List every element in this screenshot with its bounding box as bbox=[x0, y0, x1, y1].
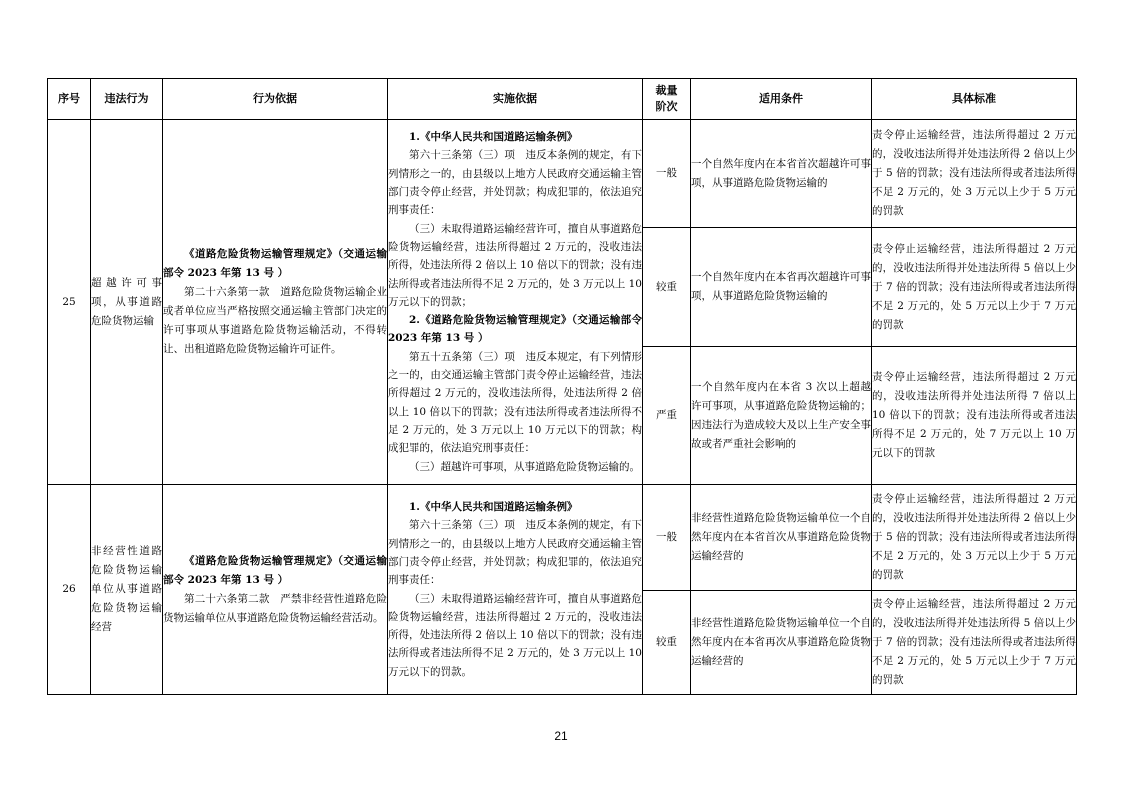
basis-title: 《道路危险货物运输管理规定》（交通运输部令 2023 年第 13 号 ） bbox=[163, 248, 387, 279]
impl-paragraph: 第六十三条第（三）项 违反本条例的规定，有下列情形之一的，由县级以上地方人民政府交通运输主管部门责令停止经营，并处罚款；构成犯罪的，依法追究刑事责任： bbox=[388, 149, 642, 217]
serial-number: 26 bbox=[48, 485, 91, 695]
violation-behavior: 超越许可事项，从事道路危险货物运输 bbox=[91, 120, 163, 485]
impl-title: 1.《中华人民共和国道路运输条例》 bbox=[409, 131, 578, 144]
table-row bbox=[48, 120, 1077, 228]
basis-text: 第二十六条第二款 严禁非经营性道路危险货物运输单位从事道路危险货物运输经营活动。 bbox=[163, 592, 387, 624]
impl-paragraph: （三）未取得道路运输经营许可，擅自从事道路危险货物运输经营，违法所得超过 2 万元的，没收违法所得，处违法所得 2 倍以上 10 倍以下的罚款；没有违法所得或者违法所得不足 2 万元的，处 3 万元以上 10 万元以下的罚款。 bbox=[388, 592, 642, 678]
specific-standard: 责令停止运输经营，违法所得超过 2 万元的，没收违法所得并处违法所得 5 倍以上少于 7 倍的罚款；没有违法所得或者违法所得不足 2 万元的，处 5 万元以上少于 7 万元的罚款 bbox=[872, 591, 1077, 695]
header-applicable-condition: 适用条件 bbox=[691, 79, 872, 120]
header-behavior-basis: 行为依据 bbox=[163, 79, 388, 120]
implementation-basis bbox=[388, 120, 643, 485]
violation-behavior: 非经营性道路危险货物运输单位从事道路危险货物运输经营 bbox=[91, 485, 163, 695]
page-number: 21 bbox=[554, 729, 568, 743]
impl-paragraph: （三）未取得道路运输经营许可，擅自从事道路危险货物运输经营，违法所得超过 2 万元的，没收违法所得，处违法所得 2 倍以上 10 倍以下的罚款；没有违法所得或者违法所得不足 2 万元的，处 3 万元以上 10 万元以下的罚款； bbox=[388, 222, 642, 308]
impl-title: 2.《道路危险货物运输管理规定》（交通运输部令 2023 年第 13 号 ） bbox=[388, 314, 642, 345]
discretion-level: 一般 bbox=[643, 120, 691, 228]
header-row bbox=[48, 79, 1077, 120]
behavior-basis bbox=[163, 485, 388, 695]
impl-title: 1.《中华人民共和国道路运输条例》 bbox=[409, 501, 578, 514]
applicable-condition: 一个自然年度内在本省首次超越许可事项，从事道路危险货物运输的 bbox=[691, 120, 872, 228]
specific-standard: 责令停止运输经营，违法所得超过 2 万元的，没收违法所得并处违法所得 2 倍以上少于 5 倍的罚款；没有违法所得或者违法所得不足 2 万元的，处 3 万元以上少于 5 万元的罚款 bbox=[872, 120, 1077, 228]
header-specific-standard: 具体标准 bbox=[872, 79, 1077, 120]
impl-paragraph: （三）超越许可事项，从事道路危险货物运输的。 bbox=[409, 460, 640, 473]
header-serial: 序号 bbox=[48, 79, 91, 120]
discretion-level: 较重 bbox=[643, 591, 691, 695]
table-row bbox=[48, 485, 1077, 591]
basis-text: 第二十六条第一款 道路危险货物运输企业或者单位应当严格按照交通运输主管部门决定的许可事项从事道路危险货物运输活动，不得转让、出租道路危险货物运输许可证件。 bbox=[163, 286, 387, 355]
applicable-condition: 一个自然年度内在本省再次超越许可事项，从事道路危险货物运输的 bbox=[691, 228, 872, 347]
behavior-basis bbox=[163, 120, 388, 485]
impl-paragraph: 第六十三条第（三）项 违反本条例的规定，有下列情形之一的，由县级以上地方人民政府交通运输主管部门责令停止经营，并处罚款；构成犯罪的，依法追究刑事责任： bbox=[388, 519, 642, 587]
impl-paragraph: 第五十五条第（三）项 违反本规定，有下列情形之一的，由交通运输主管部门责令停止运输经营，违法所得超过 2 万元的，没收违法所得，处违法所得 2 倍以上 10 倍以下的罚款；没有违法所得或者违法所得不足 2 万元的，处 3 万元以上 10 万元以下的罚款；构成犯罪的，依法追究刑事责任： bbox=[388, 350, 642, 455]
header-violation: 违法行为 bbox=[91, 79, 163, 120]
header-discretion-level: 裁量 阶次 bbox=[643, 79, 691, 120]
basis-title: 《道路危险货物运输管理规定》（交通运输部令 2023 年第 13 号 ） bbox=[163, 554, 387, 586]
serial-number: 25 bbox=[48, 120, 91, 485]
header-implementation-basis: 实施依据 bbox=[388, 79, 643, 120]
discretion-level: 一般 bbox=[643, 485, 691, 591]
specific-standard: 责令停止运输经营，违法所得超过 2 万元的，没收违法所得并处违法所得 5 倍以上少于 7 倍的罚款；没有违法所得或者违法所得不足 2 万元的，处 5 万元以上少于 7 万元的罚款 bbox=[872, 228, 1077, 347]
applicable-condition: 非经营性道路危险货物运输单位一个自然年度内在本省再次从事道路危险货物运输经营的 bbox=[691, 591, 872, 695]
applicable-condition: 非经营性道路危险货物运输单位一个自然年度内在本省首次从事道路危险货物运输经营的 bbox=[691, 485, 872, 591]
specific-standard: 责令停止运输经营，违法所得超过 2 万元的，没收违法所得并处违法所得 2 倍以上少于 5 倍的罚款；没有违法所得或者违法所得不足 2 万元的，处 3 万元以上少于 5 万元的罚款 bbox=[872, 485, 1077, 591]
implementation-basis bbox=[388, 485, 643, 695]
applicable-condition: 一个自然年度内在本省 3 次以上超越许可事项，从事道路危险货物运输的；因违法行为造成较大及以上生产安全事故或者严重社会影响的 bbox=[691, 347, 872, 485]
discretion-level: 较重 bbox=[643, 228, 691, 347]
regulation-table bbox=[47, 78, 1077, 695]
specific-standard: 责令停止运输经营，违法所得超过 2 万元的，没收违法所得并处违法所得 7 倍以上 10 倍以下的罚款；没有违法所得或者违法所得不足 2 万元的，处 7 万元以上 10 万元以下的罚款 bbox=[872, 347, 1077, 485]
discretion-level: 严重 bbox=[643, 347, 691, 485]
